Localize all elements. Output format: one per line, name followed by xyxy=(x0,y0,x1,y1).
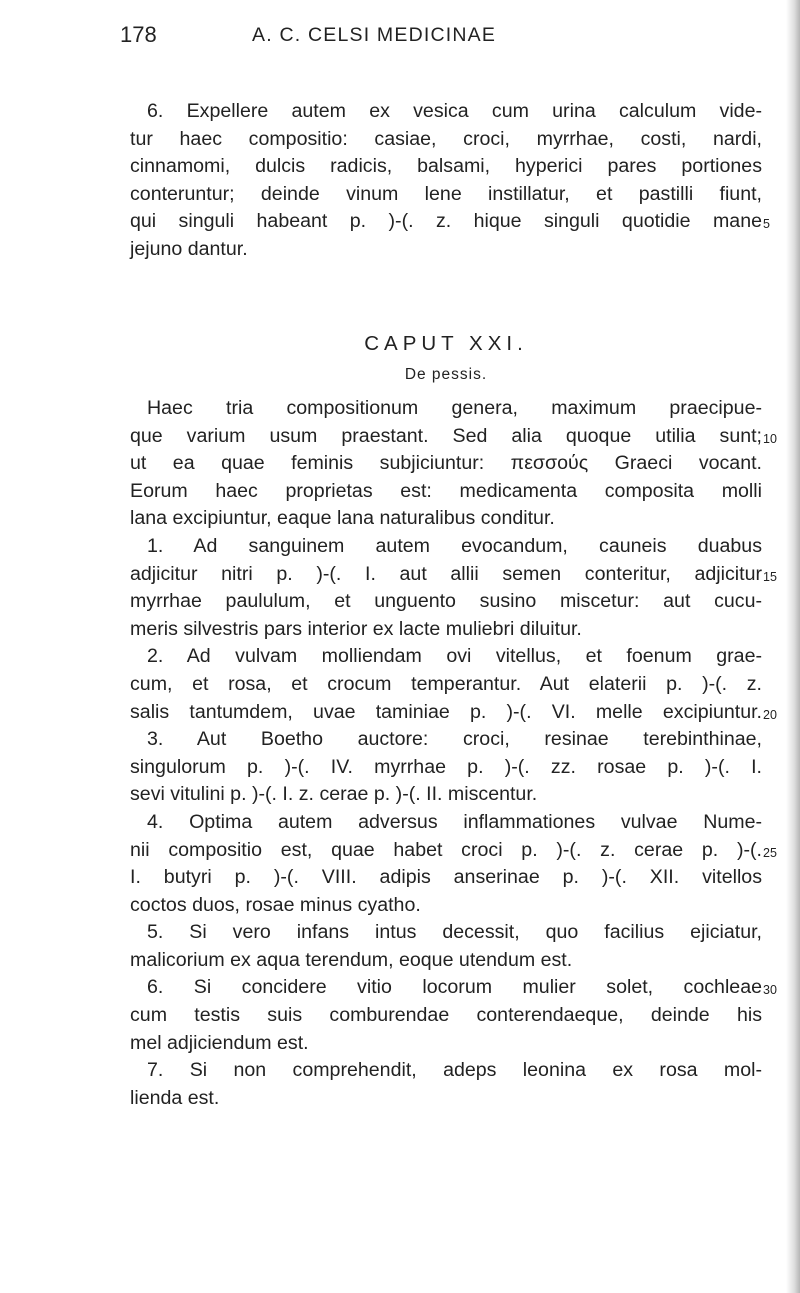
page-header xyxy=(120,22,760,52)
line-text: 6. Expellere autem ex vesica cum urina calculum vide- xyxy=(147,100,762,122)
line-text: 3. Aut Boetho auctore: croci, resinae terebinthinae, xyxy=(147,728,762,751)
line-text: Haec tria compositionum genera, maximum praecipue- xyxy=(147,397,762,419)
line-text: tur haec compositio: casiae, croci, myrrhae, costi, nardi, xyxy=(130,127,762,150)
text-line xyxy=(130,699,777,727)
page-number: 178 xyxy=(120,22,157,47)
line-text: cum testis suis comburendae conterendaeque, deinde his xyxy=(130,1004,762,1027)
line-text: coctos duos, rosae minus cyatho. xyxy=(130,893,421,916)
text-line xyxy=(130,837,777,865)
line-text: que varium usum praestant. Sed alia quoque utilia sunt; xyxy=(130,424,762,447)
line-text: adjicitur nitri p. )-(. I. aut allii semen conteritur, adjicitur xyxy=(130,562,762,585)
text-line xyxy=(130,892,762,920)
text-line xyxy=(130,1002,762,1030)
line-text: salis tantumdem, uvae taminiae p. )-(. VI. melle excipiuntur. xyxy=(130,700,762,723)
line-text: nii compositio est, quae habet croci p. )-(. z. cerae p. )-(. xyxy=(130,838,762,861)
text-line xyxy=(130,781,762,809)
line-number: 5 xyxy=(763,217,770,232)
text-line xyxy=(130,395,762,423)
line-number: 25 xyxy=(763,845,777,860)
line-text: meris silvestris pars interior ex lacte muliebri diluitur. xyxy=(130,617,582,640)
running-title: A. C. CELSI MEDICINAE xyxy=(252,24,497,46)
text-line xyxy=(130,208,770,236)
text-line xyxy=(130,478,762,506)
text-line xyxy=(130,947,762,975)
text-line xyxy=(130,616,762,644)
line-text: 6. Si concidere vitio locorum mulier solet, cochleae xyxy=(147,976,762,999)
text-line xyxy=(130,505,762,533)
text-line xyxy=(130,423,777,451)
line-text: qui singuli habeant p. )-(. z. hique singuli quotidie mane xyxy=(130,210,762,233)
line-text: myrrhae paululum, et unguento susino miscetur: aut cucu- xyxy=(130,590,762,613)
line-text: cinnamomi, dulcis radicis, balsami, hyperici pares portiones xyxy=(130,155,762,178)
text-line xyxy=(130,864,762,892)
line-number: 30 xyxy=(763,983,777,998)
text-line xyxy=(130,974,777,1002)
line-text: sevi vitulini p. )-(. I. z. cerae p. )-(. II. miscentur. xyxy=(130,783,538,806)
text-line xyxy=(130,754,762,782)
line-text: lienda est. xyxy=(130,1086,220,1109)
text-line xyxy=(130,98,762,126)
line-text: conteruntur; deinde vinum lene instillatur, et pastilli fiunt, xyxy=(130,182,762,205)
text-line xyxy=(130,1085,762,1113)
line-text: 7. Si non comprehendit, adeps leonina ex rosa mol- xyxy=(147,1059,762,1082)
text-line xyxy=(130,809,762,837)
line-text: 2. Ad vulvam molliendam ovi vitellus, et foenum grae- xyxy=(147,645,762,668)
line-text: lana excipiuntur, eaque lana naturalibus conditur. xyxy=(130,507,555,530)
line-text: singulorum p. )-(. IV. myrrhae p. )-(. zz. rosae p. )-(. I. xyxy=(130,755,762,778)
line-text: mel adjiciendum est. xyxy=(130,1031,309,1054)
line-text: 5. Si vero infans intus decessit, quo facilius ejiciatur, xyxy=(147,921,762,944)
line-text: jejuno dantur. xyxy=(130,237,248,260)
text-line xyxy=(130,181,762,209)
text-line xyxy=(130,1057,762,1085)
text-line xyxy=(130,236,762,264)
line-text: I. butyri p. )-(. VIII. adipis anserinae p. )-(. XII. vitellos xyxy=(130,866,762,889)
chapter-subtitle: De pessis. xyxy=(404,366,488,383)
page-edge-shadow xyxy=(786,0,800,1293)
line-number: 15 xyxy=(763,569,777,584)
top-paragraph xyxy=(130,98,770,264)
line-number: 20 xyxy=(763,707,777,722)
line-text: 1. Ad sanguinem autem evocandum, cauneis duabus xyxy=(147,534,762,557)
text-line xyxy=(130,153,762,181)
line-text: Eorum haec proprietas est: medicamenta composita molli xyxy=(130,479,762,502)
line-text: cum, et rosa, et crocum temperantur. Aut elaterii p. )-(. z. xyxy=(130,672,762,695)
chapter-title: CAPUT XXI. xyxy=(364,332,528,355)
text-line xyxy=(130,450,762,478)
text-line xyxy=(130,533,762,561)
text-line xyxy=(130,1030,762,1058)
text-line xyxy=(130,561,777,589)
main-text xyxy=(130,395,777,1112)
text-line xyxy=(130,588,762,616)
line-text: 4. Optima autem adversus inflammationes vulvae Nume- xyxy=(147,810,762,833)
line-number: 10 xyxy=(763,431,777,446)
text-line xyxy=(130,126,762,154)
text-line xyxy=(130,726,762,754)
text-line xyxy=(130,671,762,699)
line-text: ut ea quae feminis subjiciuntur: πεσσούς Graeci vocant. xyxy=(130,452,762,475)
text-line xyxy=(130,919,762,947)
text-line xyxy=(130,643,762,671)
line-text: malicorium ex aqua terendum, eoque utendum est. xyxy=(130,948,573,971)
